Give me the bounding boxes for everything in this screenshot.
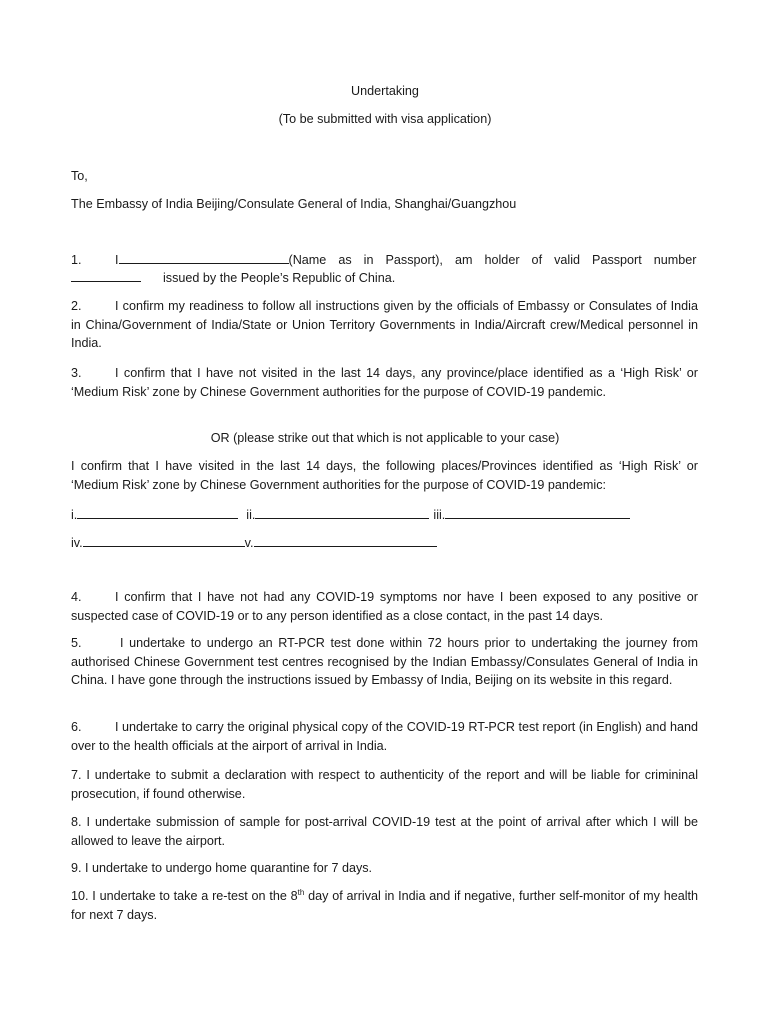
place-2-label: ii. (246, 508, 256, 522)
place-4-label: iv. (71, 536, 83, 550)
visited-statement: I confirm that I have visited in the last 14 days, the following places/Provinces identified as ‘High Risk’ or ‘Medium Risk’ zone by Chinese Government authorities for the purpose of COVID-19 pandemic: (71, 459, 698, 492)
item-1-line-2 (71, 269, 698, 288)
item-3-text: I confirm that I have not visited in the last 14 days, any province/place identified as a ‘High Risk’ or ‘Medium Risk’ zone by Chinese Government authorities for the purpose of COVID-19 pandemic. (71, 366, 698, 399)
item-1-text-cont: issued by the People’s Republic of China. (163, 271, 396, 285)
document-title: Undertaking (351, 84, 419, 98)
place-3-label: iii. (433, 508, 446, 522)
item-4-text: I confirm that I have not had any COVID-19 symptoms nor have I been exposed to any positive or suspected case of COVID-19 or to any person identified as a close contact, in the past 14 days. (71, 590, 698, 623)
item-10-text-cont: day of arrival in India and if negative, further self-monitor of my health for next 7 days. (71, 889, 699, 922)
item-10 (71, 887, 698, 924)
place-2-field[interactable] (255, 506, 429, 519)
item-8: 8. I undertake submission of sample for post-arrival COVID-19 test at the point of arrival after which I will be allowed to leave the airport. (71, 815, 698, 848)
item-10-superscript: th (297, 887, 305, 897)
item-7: 7. I undertake to submit a declaration with respect to authenticity of the report and will be liable for crimininal prosecution, if found otherwise. (71, 768, 698, 801)
item-9: 9. I undertake to undergo home quarantine for 7 days. (71, 861, 373, 875)
or-line: OR (please strike out that which is not applicable to your case) (210, 431, 560, 445)
place-1-field[interactable] (77, 506, 238, 519)
item-5 (71, 634, 698, 690)
places-row-1 (71, 506, 698, 525)
item-10-text: 10. I undertake to take a re-test on the 8 (71, 889, 298, 903)
place-1-label: i. (71, 508, 78, 522)
item-2 (71, 297, 698, 353)
place-5-field[interactable] (254, 534, 437, 547)
recipient-line: The Embassy of India Beijing/Consulate General of India, Shanghai/Guangzhou (71, 197, 517, 211)
item-1-line-1 (71, 251, 698, 270)
item-2-number: 2. (71, 299, 82, 313)
item-6-number: 6. (71, 720, 82, 734)
item-1-text: (Name as in Passport), am holder of valid Passport number (288, 253, 697, 267)
item-6-text: I undertake to carry the original physical copy of the COVID-19 RT-PCR test report (in English) and hand over to the health officials at the airport of arrival in India. (71, 720, 698, 753)
place-5-label: v. (244, 536, 254, 550)
item-6 (71, 718, 698, 755)
item-1-number: 1. (71, 253, 82, 267)
salutation: To, (71, 169, 88, 183)
item-4 (71, 588, 698, 625)
item-5-number: 5. (71, 636, 82, 650)
item-3-number: 3. (71, 366, 82, 380)
place-4-field[interactable] (83, 534, 245, 547)
places-row-2 (71, 534, 698, 553)
place-3-field[interactable] (445, 506, 630, 519)
item-5-text: I undertake to undergo an RT-PCR test done within 72 hours prior to undertaking the journey from authorised Chinese Government test centres recognised by the Indian Embassy/Consulates General of India in China. I have gone through the instructions issued by Embassy of India, Beijing on its website in this regard. (71, 636, 698, 688)
document-subtitle: (To be submitted with visa application) (278, 112, 492, 126)
item-4-number: 4. (71, 590, 82, 604)
item-2-text: I confirm my readiness to follow all instructions given by the officials of Embassy or Consulates of India in China/Government of India/State or Union Territory Governments in India/Aircraft crew/Medical personnel in India. (71, 299, 698, 351)
item-1-pronoun: I (115, 253, 119, 267)
name-field[interactable] (119, 251, 289, 264)
passport-number-field[interactable] (71, 269, 141, 282)
item-3 (71, 364, 698, 401)
